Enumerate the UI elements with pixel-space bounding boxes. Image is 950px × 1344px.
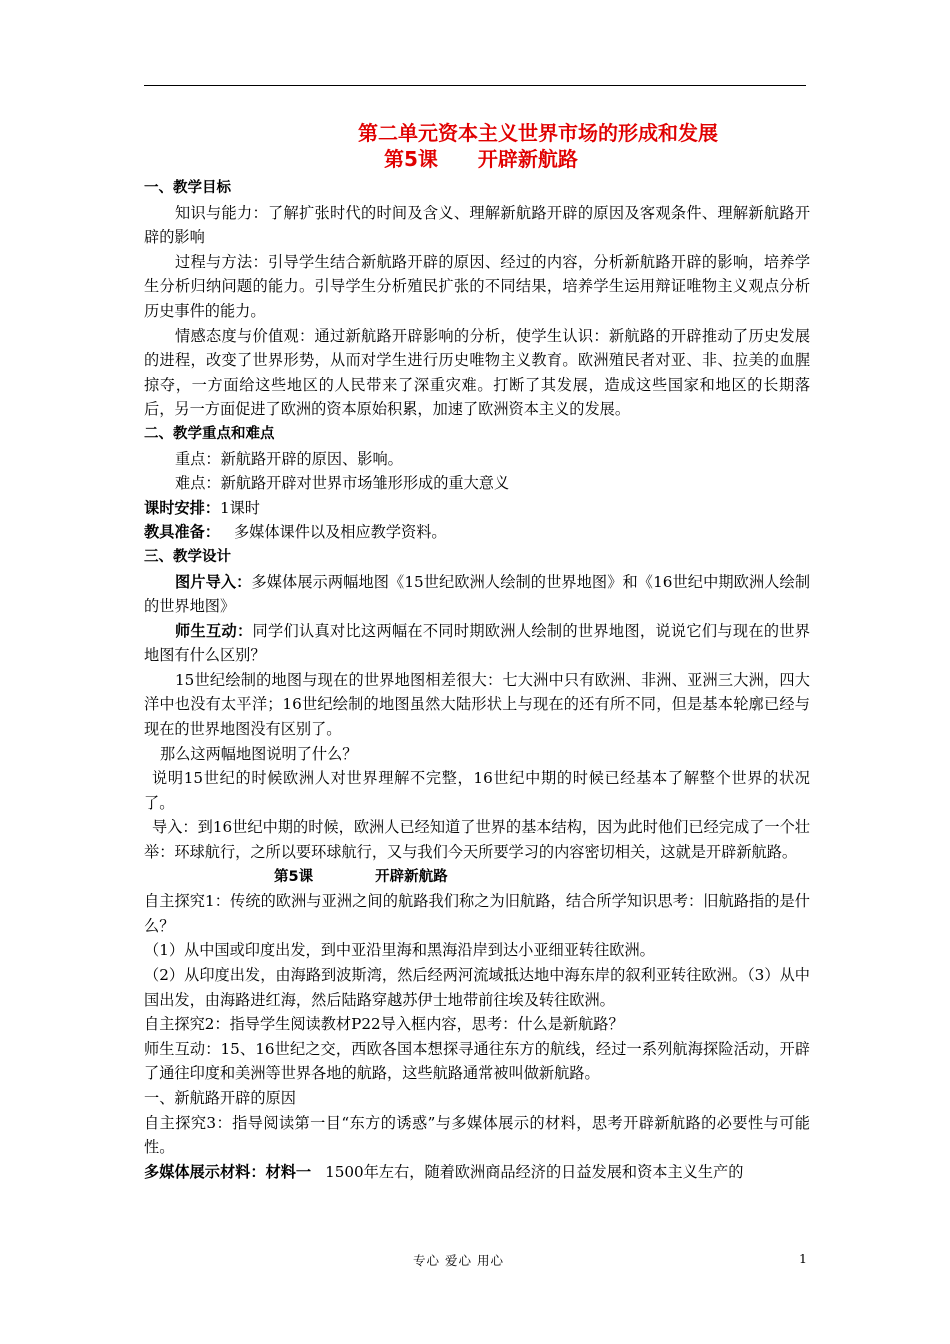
picture-intro-text: 多媒体展示两幅地图《15世纪欧洲人绘制的世界地图》和《16世纪中期欧洲人绘制的世界地图》 (144, 572, 811, 616)
lesson-subheading-number: 第5课 (274, 868, 314, 885)
lesson-number: 第5课 (384, 147, 438, 171)
class-hours-label: 课时安排： (144, 498, 220, 517)
teaching-tools-label: 教具准备： (144, 523, 220, 542)
section-heading-objectives: 一、教学目标 (144, 180, 231, 196)
picture-intro-label: 图片导入： (175, 572, 252, 591)
objective-process: 过程与方法：引导学生结合新航路开辟的原因、经过的内容，分析新航路开辟的影响，培养学生分析归纳问题的能力。引导学生分析殖民扩张的不同结果，培养学生运用辩证唯物主义观点分析历史事件的能力。 (144, 252, 810, 320)
teaching-tools-value: 多媒体课件以及相应教学资料。 (233, 523, 447, 542)
lesson-subheading-name: 开辟新航路 (375, 868, 448, 885)
footer-motto: 专心 爱心 用心 (413, 1253, 504, 1268)
lesson-name: 开辟新航路 (477, 147, 578, 171)
self-exploration-2: 自主探究2：指导学生阅读教材P22导入框内容，思考：什么是新航路？ (144, 1015, 624, 1034)
class-hours-value: 1课时 (219, 498, 260, 517)
material-label: 多媒体展示材料：材料一 (144, 1162, 312, 1181)
header-rule (144, 85, 806, 86)
document-body (144, 120, 810, 1184)
lead-in: 导入：到16世纪中期的时候，欧洲人已经知道了世界的基本结构，因为此时他们已经完成了一个壮举：环球航行，之所以要环球航行，又与我们今天所要学习的内容密切相关，这就是开辟新航路。 (144, 818, 810, 862)
self-exploration-1: 自主探究1：传统的欧洲与亚洲之间的航路我们称之为旧航路，结合所学知识思考：旧航路指的是什么？ (144, 892, 810, 935)
maps-question: 那么这两幅地图说明了什么？ (160, 744, 358, 763)
maps-answer: 说明15世纪的时候欧洲人对世界理解不完整，16世纪中期的时候已经基本了解整个世界的状况了。 (144, 769, 810, 812)
teacher-student-interaction (144, 619, 810, 668)
old-route-2-3: （2）从印度出发，由海路到波斯湾，然后经两河流域抵达地中海东岸的叙利亚转往欧洲。（3）从中国出发，由海路进红海，然后陆路穿越苏伊士地带前往埃及转往欧洲。 (144, 966, 810, 1009)
section-heading-design: 三、教学设计 (144, 548, 231, 565)
difficult-point: 难点：新航路开辟对世界市场雏形形成的重大意义 (175, 474, 510, 493)
unit-title: 第二单元资本主义世界市场的形成和发展 (358, 121, 718, 145)
lesson-title (144, 146, 810, 172)
old-route-1: （1）从中国或印度出发，到中亚沿里海和黑海沿岸到达小亚细亚转往欧洲。 (144, 941, 655, 960)
teaching-tools (144, 520, 810, 545)
objective-attitude: 情感态度与价值观：通过新航路开辟影响的分析，使学生认识：新航路的开辟推动了历史发展的进程，改变了世界形势，从而对学生进行历史唯物主义教育。欧洲殖民者对亚、非、拉美的血腥掠夺，一方面给这些地区的人民带来了深重灾难。打断了其发展，造成这些国家和地区的长期落后，另一方面促进了欧洲的资本原始积累，加速了欧洲资本主义的发展。 (144, 326, 810, 419)
interaction-new-route: 师生互动：15、16世纪之交，西欧各国本想探寻通往东方的航线，经过一系列航海探险活动，开辟了通往印度和美洲等世界各地的航路，这些航路通常被叫做新航路。 (144, 1039, 810, 1083)
objective-knowledge: 知识与能力：了解扩张时代的时间及含义、理解新航路开辟的原因及客观条件、理解新航路开辟的影响 (144, 203, 810, 247)
maps-comparison: 15世纪绘制的地图与现在的世界地图相差很大：七大洲中只有欧洲、非洲、亚洲三大洲，四大洋中也没有太平洋；16世纪绘制的地图虽然大陆形状上与现在的还有所不同，但是基本轮廓已经与现在的世界地图没有区别了。 (144, 670, 810, 739)
material-text: 1500年左右，随着欧洲商品经济的日益发展和资本主义生产的 (325, 1162, 744, 1181)
material-one (144, 1160, 810, 1185)
picture-intro (144, 570, 810, 619)
page-number: 1 (799, 1251, 807, 1266)
lesson-subheading (144, 865, 810, 890)
reasons-heading: 一、新航路开辟的原因 (144, 1088, 296, 1107)
interaction-text: 同学们认真对比这两幅在不同时期欧洲人绘制的世界地图，说说它们与现在的世界地图有什么区别？ (144, 621, 811, 665)
section-heading-key-points: 二、教学重点和难点 (144, 425, 275, 442)
class-hours (144, 496, 810, 521)
self-exploration-3: 自主探究3：指导阅读第一目“东方的诱惑”与多媒体展示的材料，思考开辟新航路的必要性与可能性。 (144, 1113, 810, 1157)
key-point: 重点：新航路开辟的原因、影响。 (175, 449, 403, 468)
interaction-label: 师生互动： (175, 621, 253, 640)
